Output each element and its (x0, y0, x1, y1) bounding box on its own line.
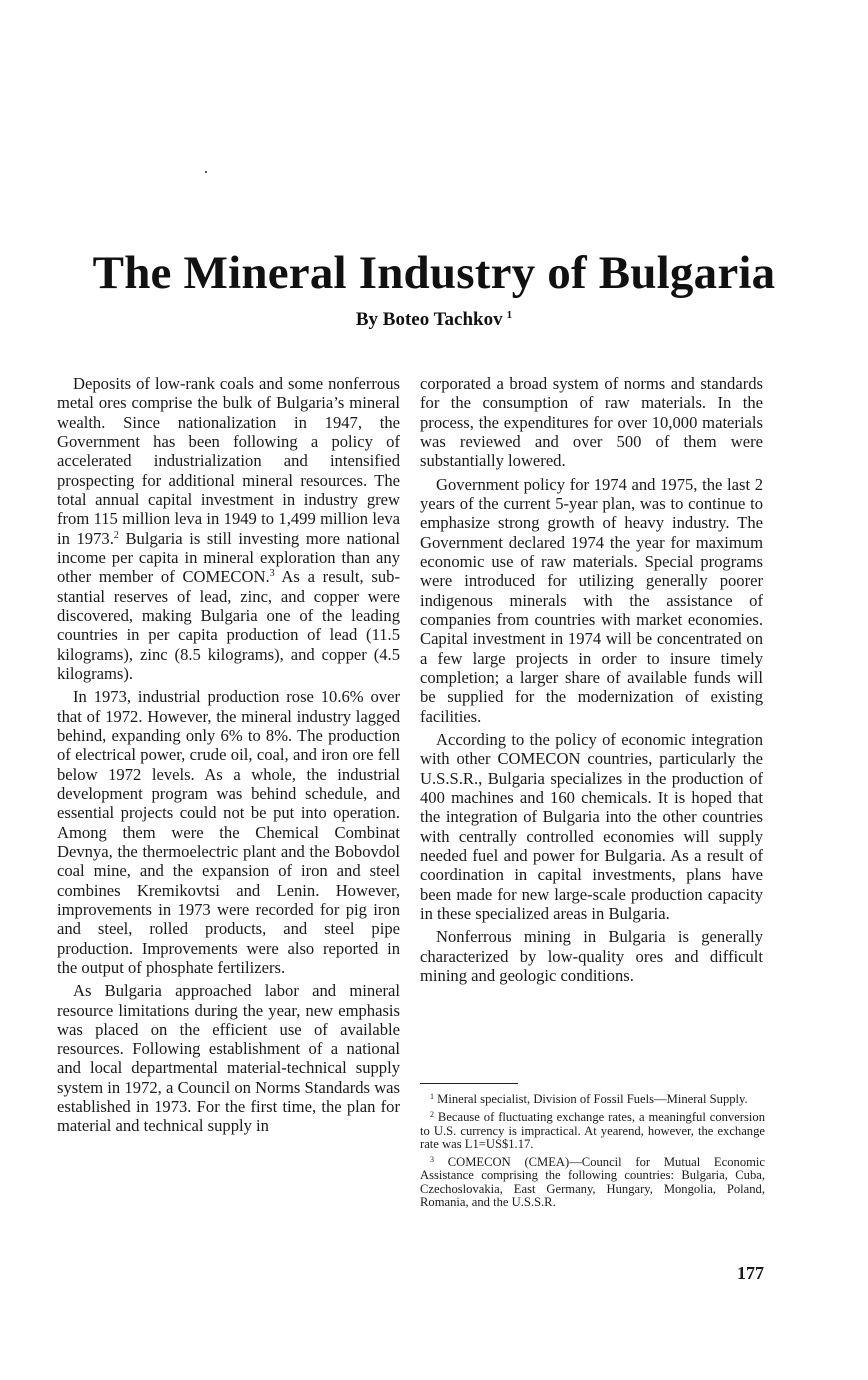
page-title: The Mineral Industry of Bulgaria (92, 247, 776, 300)
paragraph-text: As a result, substantial reserves of lead, zinc, and copper were discovered, making Bulgaria one of the leading countries in per capita production of lead (11.5 kilograms), zinc (8.5 kilograms), and copper (4.5 kilograms). (57, 567, 400, 683)
left-text-column (57, 374, 400, 1136)
page-number: 177 (737, 1263, 764, 1283)
paragraph-text: Deposits of low-rank coals and some nonferrous metal ores comprise the bulk of Bulgaria’s mineral wealth. Since nationalization in 1947, the Government has been following a policy of accelerated industrialization and intensified prospecting for additional mineral resources. The total annual capital investment in industry grew from 115 million leva in 1949 to 1,499 million leva in 1973. (57, 374, 400, 548)
footnote (420, 1108, 765, 1151)
author-name: By Boteo Tachkov (355, 309, 503, 330)
footnote-mark: 1 (430, 1092, 434, 1101)
footnote-text: COMECON (CMEA)—Council for Mutual Economic Assistance comprising the following countries: Bulgaria, Cuba, Czechoslovakia, East Germany, Hungary, Mongolia, Poland, Romania, and the U.S.S.R. (420, 1155, 765, 1210)
author-footnote-ref: 1 (506, 309, 513, 321)
paragraph-text: Bulgaria is still investing more national income per capita in mineral exploration than any other member of COMECON. (57, 528, 400, 587)
paragraph-continued: corporated a broad system of norms and standards for the consumption of raw materials. In the process, the expenditures for over 10,000 materials was reviewed and over 500 of them were substantially lowered. (420, 374, 763, 471)
footnote-text: Because of fluctuating exchange rates, a meaningful conversion to U.S. currency is impractical. At yearend, however, the exchange rate was L1=US$1.17. (420, 1110, 765, 1151)
footnote-ref-2: 2 (113, 529, 119, 541)
paragraph-government-policy: Government policy for 1974 and 1975, the last 2 years of the current 5-year plan, was to continue to emphasize strong growth of heavy industry. The Government declared 1974 the year for maximum economic use of raw materials. Special programs were introduced for utilizing generally poorer indigenous minerals with the assistance of companies from countries with market economies. Capital investment in 1974 will be concentrated on a few large projects in order to insure timely completion; a larger share of available funds will be supplied for the modernization of existing facilities. (420, 474, 763, 726)
footnote-text: Mineral specialist, Division of Fossil Fuels—Mineral Supply. (437, 1092, 748, 1106)
footnote (420, 1153, 765, 1209)
paragraph-nonferrous-mining: Nonferrous mining in Bulgaria is generally characterized by low-quality ores and difficult mining and geologic conditions. (420, 927, 763, 985)
footnote-mark: 3 (430, 1155, 434, 1165)
right-text-column (420, 374, 763, 985)
footnote-ref-3: 3 (269, 568, 275, 580)
footnote-mark: 2 (430, 1110, 434, 1120)
print-speck (205, 171, 207, 173)
author-byline (0, 303, 868, 332)
footnote (420, 1090, 765, 1106)
paragraph-production-1973: In 1973, industrial production rose 10.6% over that of 1972. However, the mineral industry lagged behind, expanding only 6% to 8%. The production of electrical power, crude oil, coal, and iron ore fell below 1972 levels. As a whole, the industrial development program was behind schedule, and essential projects could not be put into operation. Among them were the Chemical Combinat Devnya, the thermoelectric plant and the Bobovdol coal mine, and the expansion of iron and steel combines Kremikovtsi and Lenin. However, improvements in 1973 were recorded for pig iron and steel, rolled products, and steel pipe production. Improvements were also reported in the output of phosphate fertilizers. (57, 687, 400, 977)
paragraph-economic-integration: According to the policy of economic integration with other COMECON countries, particularly the U.S.S.R., Bulgaria specializes in the production of 400 machines and 160 chemicals. It is hoped that the integration of Bulgaria into the other countries with centrally controlled economies will supply needed fuel and power for Bulgaria. As a result of coordination in capital investments, plans have been made for new large-scale production capacity in these specialized areas in Bulgaria. (420, 729, 763, 923)
paragraph-resources: As Bulgaria approached labor and mineral resource limitations during the year, new emphasis was placed on the efficient use of available resources. Following establishment of a national and local departmental material-technical supply system in 1972, a Council on Norms Standards was established in 1973. For the first time, the plan for material and technical supply in (57, 981, 400, 1136)
paragraph-intro (57, 374, 400, 683)
footnotes (420, 1090, 765, 1211)
footnote-divider (420, 1083, 518, 1084)
